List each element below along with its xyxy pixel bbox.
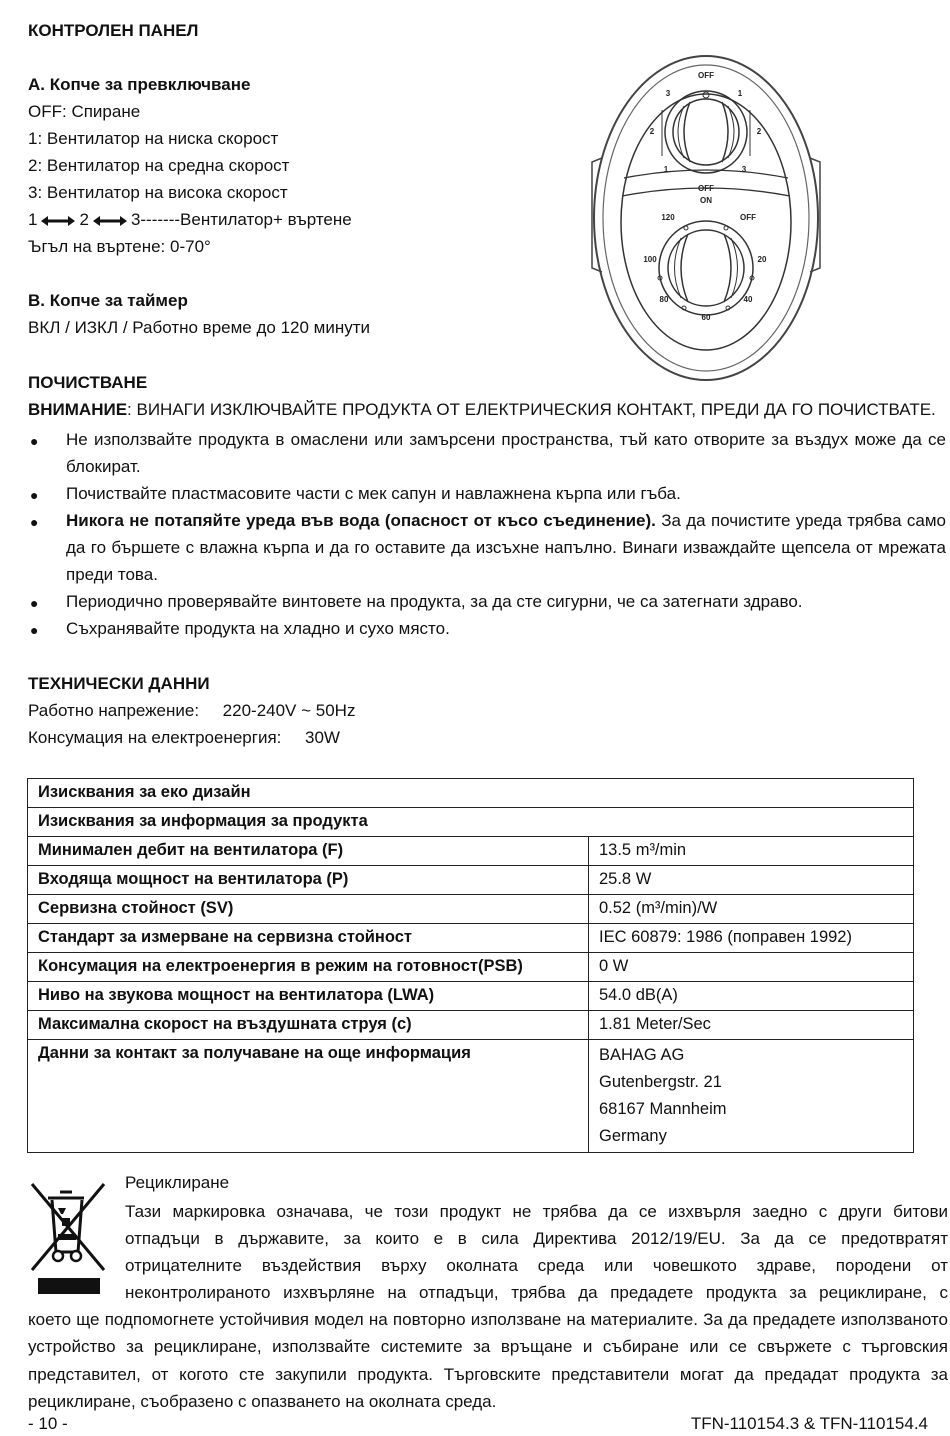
table-value: 0 W xyxy=(589,953,914,982)
timer-label: 100 xyxy=(643,255,657,264)
switch-off-label: OFF xyxy=(698,71,714,80)
cleaning-bullet-text: Съхранявайте продукта на хладно и сухо място. xyxy=(66,619,450,638)
weee-crossed-bin-icon xyxy=(28,1178,110,1296)
table-value: 54.0 dB(A) xyxy=(589,982,914,1011)
recycling-line: отпадъци в държавите, за които е в сила Директива 2012/19/EU. За да се предотвратят xyxy=(125,1229,948,1248)
table-row xyxy=(28,866,914,895)
table-row xyxy=(28,982,914,1011)
warning-label: ВНИМАНИЕ xyxy=(28,400,128,419)
double-arrow-icon xyxy=(93,216,127,226)
timer-label: 120 xyxy=(661,213,675,222)
speed-label: 3 xyxy=(741,165,747,174)
address-line: BAHAG AG xyxy=(599,1046,685,1064)
section-title-cleaning: ПОЧИСТВАНЕ xyxy=(28,373,148,392)
table-header: Изисквания за еко дизайн xyxy=(28,779,914,808)
eco-design-table xyxy=(27,778,914,1153)
bullet-icon: ● xyxy=(30,514,39,530)
knob-a-line: 1: Вентилатор на ниска скорост xyxy=(28,129,279,148)
section-title-tech: ТЕХНИЧЕСКИ ДАННИ xyxy=(28,674,210,693)
knob-a-heading: A. Копче за превключване xyxy=(28,75,251,94)
cleaning-bullet-text: Периодично проверявайте винтовете на продукта, за да сте сигурни, че са затегнати здраво. xyxy=(66,592,803,611)
seq-number: 3-------Вентилатор+ въртене xyxy=(130,210,352,229)
table-row xyxy=(28,1040,914,1153)
recycling-line: отрицателните въздействия върху околната среда или човешкото здраве, породени от xyxy=(125,1256,948,1275)
speed-label: 2 xyxy=(649,127,655,136)
address-line: Gutenbergstr. 21 xyxy=(599,1073,722,1091)
table-row xyxy=(28,779,914,808)
recycling-title: Рециклиране xyxy=(125,1173,230,1192)
table-row xyxy=(28,895,914,924)
table-key: Стандарт за измерване на сервизна стойност xyxy=(28,924,589,953)
table-key: Данни за контакт за получаване на още информация xyxy=(28,1040,589,1153)
speed-label: 1 xyxy=(737,89,743,98)
cleaning-instructions: За да почистите уреда трябва само да го бършете с влажна кърпа и да го оставите да изсъхне напълно. Винаги изваждайте щепсела от мрежата преди това. xyxy=(66,511,947,584)
band-off-label: OFF xyxy=(698,184,714,193)
timer-on-label: ON xyxy=(700,196,712,205)
table-value: 1.81 Meter/Sec xyxy=(589,1011,914,1040)
table-value: 25.8 W xyxy=(589,866,914,895)
bullet-icon: ● xyxy=(30,622,39,638)
recycling-paragraph: което ще подпомогнете устойчивия модел на повторно използване на материалите. За да предадете използваното устройство за рециклиране, използвайте системите за връщане и събиране или се свържете с търговския представител, от когото сте закупили продукта. Търговските представители могат да предадат продукта за рециклиране, съобразено с опазването на околната среда. xyxy=(28,1310,948,1411)
rotation-sequence xyxy=(28,209,352,231)
timer-label: OFF xyxy=(740,213,756,222)
cleaning-bullet-text: Почиствайте пластмасовите части с мек сапун и навлажнена кърпа или гъба. xyxy=(66,484,681,503)
table-value: 0.52 (m³/min)/W xyxy=(589,895,914,924)
table-key: Ниво на звукова мощност на вентилатора (LWA) xyxy=(28,982,589,1011)
warning-text: : ВИНАГИ ИЗКЛЮЧВАЙТЕ ПРОДУКТА ОТ ЕЛЕКТРИЧЕСКИЯ КОНТАКТ, ПРЕДИ ДА ГО ПОЧИСТВАТЕ. xyxy=(127,400,936,419)
knob-a-line: 2: Вентилатор на средна скорост xyxy=(28,156,290,175)
knob-b-line: ВКЛ / ИЗКЛ / Работно време до 120 минути xyxy=(28,318,371,337)
knob-a-line: 3: Вентилатор на висока скорост xyxy=(28,183,288,202)
timer-knob xyxy=(658,221,754,315)
seq-number: 1 xyxy=(28,210,38,229)
bullet-icon: ● xyxy=(30,487,39,503)
address-line: 68167 Mannheim xyxy=(599,1100,727,1118)
timer-label: 60 xyxy=(701,313,711,322)
speed-label: 3 xyxy=(665,89,671,98)
address-line: Germany xyxy=(599,1127,667,1145)
contact-address xyxy=(589,1040,914,1153)
table-row xyxy=(28,924,914,953)
table-key: Входяща мощност на вентилатора (P) xyxy=(28,866,589,895)
bullet-icon: ● xyxy=(30,433,39,449)
control-panel-diagram xyxy=(588,50,828,390)
speed-label: 1 xyxy=(663,165,669,174)
timer-label: 20 xyxy=(757,255,767,264)
table-key: Сервизна стойност (SV) xyxy=(28,895,589,924)
knob-a-line: OFF: Спиране xyxy=(28,102,141,121)
table-key: Максимална скорост на въздушната струя (c) xyxy=(28,1011,589,1040)
table-value: 13.5 m³/min xyxy=(589,837,914,866)
table-row xyxy=(28,1011,914,1040)
tech-power: Консумация на електроенергия: 30W xyxy=(28,728,340,747)
model-number: TFN-110154.3 & TFN-110154.4 xyxy=(690,1414,928,1433)
tech-voltage: Работно напрежение: 220-240V ~ 50Hz xyxy=(28,701,356,720)
page-number: - 10 - xyxy=(28,1414,68,1433)
bullet-icon: ● xyxy=(30,595,39,611)
rotation-angle: Ъгъл на въртене: 0-70° xyxy=(28,237,211,256)
cleaning-warning xyxy=(28,399,936,421)
table-row xyxy=(28,837,914,866)
cleaning-bullet-text: Не използвайте продукта в омаслени или замърсени пространства, тъй като отворите за въздух може да се блокират. xyxy=(66,430,946,476)
double-arrow-icon xyxy=(41,216,75,226)
timer-label: 40 xyxy=(743,295,753,304)
cleaning-bullet-text xyxy=(66,507,946,588)
table-key: Минимален дебит на вентилатора (F) xyxy=(28,837,589,866)
table-row xyxy=(28,953,914,982)
table-value: IEC 60879: 1986 (поправен 1992) xyxy=(589,924,914,953)
knob-b-heading: B. Копче за таймер xyxy=(28,291,188,310)
section-title-control-panel: КОНТРОЛЕН ПАНЕЛ xyxy=(28,21,199,40)
speed-label: 2 xyxy=(756,127,762,136)
table-row xyxy=(28,808,914,837)
table-key: Консумация на електроенергия в режим на готовност(PSB) xyxy=(28,953,589,982)
recycling-line: неконтролираното изхвърляне на отпадъци, трябва да предадете продукта за рециклиране, с xyxy=(125,1283,948,1302)
recycling-line: Тази маркировка означава, че този продукт не трябва да се изхвърля заедно с други битови xyxy=(125,1202,948,1221)
immersion-warning: Никога не потапяйте уреда във вода (опасност от късо съединение). xyxy=(66,511,656,530)
seq-number: 2 xyxy=(79,210,89,229)
table-header: Изисквания за информация за продукта xyxy=(28,808,914,837)
timer-label: 80 xyxy=(659,295,669,304)
